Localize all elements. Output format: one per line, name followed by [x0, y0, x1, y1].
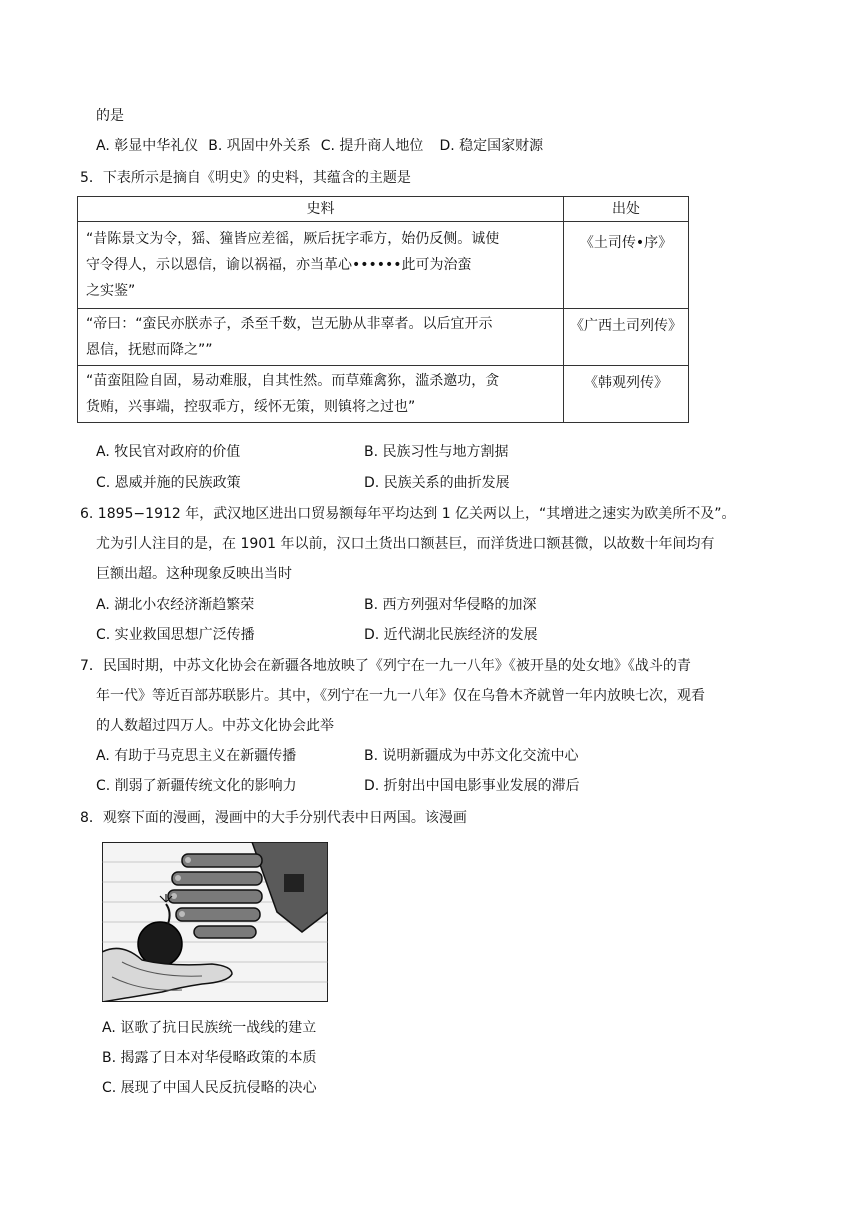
q7-stem-line: 的人数超过四万人。中苏文化协会此举	[96, 718, 334, 734]
q7-option-c[interactable]: C. 削弱了新疆传统文化的影响力	[96, 778, 297, 794]
q6-option-a[interactable]: A. 湖北小农经济渐趋繁荣	[96, 597, 255, 613]
table-row	[78, 222, 689, 309]
table-cell-material	[78, 222, 564, 309]
q4-option-d[interactable]: D. 稳定国家财源	[439, 138, 544, 154]
q7-option-b[interactable]: B. 说明新疆成为中苏文化交流中心	[364, 748, 579, 764]
q8-option-a[interactable]: A. 讴歌了抗日民族统一战线的建立	[102, 1020, 317, 1036]
q5-stem: 5．下表所示是摘自《明史》的史料，其蕴含的主题是	[80, 170, 411, 186]
material-line: 守令得人，示以恩信，谕以祸福，亦当革心••••••此可为治蛮	[86, 257, 472, 273]
q6-option-d[interactable]: D. 近代湖北民族经济的发展	[364, 627, 538, 643]
q4-option-c[interactable]: C. 提升商人地位	[320, 138, 424, 154]
q7-stem-line: 年一代》等近百部苏联影片。其中，《列宁在一九一八年》仅在乌鲁木齐就曾一年内放映七次，观看	[96, 688, 705, 704]
q8-option-c[interactable]: C. 展现了中国人民反抗侵略的决心	[102, 1080, 317, 1096]
q5-source-table	[77, 196, 689, 423]
q4-stem-tail: 的是	[96, 108, 124, 124]
q6-option-b[interactable]: B. 西方列强对华侵略的加深	[364, 597, 537, 613]
table-cell-source: 《广西土司列传》	[564, 309, 689, 366]
table-cell-material	[78, 309, 564, 366]
q5-option-d[interactable]: D. 民族关系的曲折发展	[364, 475, 510, 491]
q7-option-a[interactable]: A. 有助于马克思主义在新疆传播	[96, 748, 297, 764]
q5-option-c[interactable]: C. 恩威并施的民族政策	[96, 475, 241, 491]
table-cell-source: 《韩观列传》	[564, 366, 689, 423]
q4-options	[96, 136, 543, 156]
cartoon-image	[102, 842, 328, 1002]
material-line: “帝曰：“蛮民亦朕赤子，杀至千数，岂无胁从非辜者。以后宜开示	[86, 316, 493, 332]
table-cell-material	[78, 366, 564, 423]
material-line: “昔陈景文为令，猺、獞皆应差徭，厥后抚字乖方，始仍反侧。诚使	[86, 231, 500, 247]
q6-stem-line: 巨额出超。这种现象反映出当时	[96, 566, 292, 582]
table-row	[78, 366, 689, 423]
q5-option-b[interactable]: B. 民族习性与地方割据	[364, 444, 509, 460]
q7-stem-line: 7．民国时期，中苏文化协会在新疆各地放映了《列宁在一九一八年》《被开垦的处女地》《战斗的青	[80, 658, 691, 674]
q7-option-d[interactable]: D. 折射出中国电影事业发展的滞后	[364, 778, 580, 794]
q6-option-c[interactable]: C. 实业救国思想广泛传播	[96, 627, 255, 643]
q6-stem-line: 尤为引人注目的是，在 1901 年以前，汉口土货出口额甚巨，而洋货进口额甚微，以故数十年间均有	[96, 536, 715, 552]
material-line: 货贿，兴事端，控驭乖方，绥怀无策，则镇将之过也”	[86, 399, 416, 415]
q8-stem: 8．观察下面的漫画，漫画中的大手分别代表中日两国。该漫画	[80, 810, 467, 826]
material-line: 之实鉴”	[86, 283, 136, 299]
q5-option-a[interactable]: A. 牧民官对政府的价值	[96, 444, 241, 460]
q6-stem-line: 6. 1895−1912 年，武汉地区进出口贸易额每年平均达到 1 亿关两以上，“其增进之速实为欧美所不及”。	[80, 506, 736, 522]
q8-option-b[interactable]: B. 揭露了日本对华侵略政策的本质	[102, 1050, 317, 1066]
material-line: 恩信，抚慰而降之””	[86, 342, 213, 358]
table-row	[78, 309, 689, 366]
table-cell-source: 《土司传•序》	[564, 222, 689, 309]
table-header-source: 出处	[564, 197, 689, 222]
table-header-material: 史料	[78, 197, 564, 222]
q4-option-a[interactable]: A. 彰显中华礼仪	[96, 138, 199, 154]
material-line: “苗蛮阻险自固，易动难服，自其性然。而草薙禽狝，滥杀邀功，贪	[86, 373, 500, 389]
q4-option-b[interactable]: B. 巩固中外关系	[208, 138, 311, 154]
